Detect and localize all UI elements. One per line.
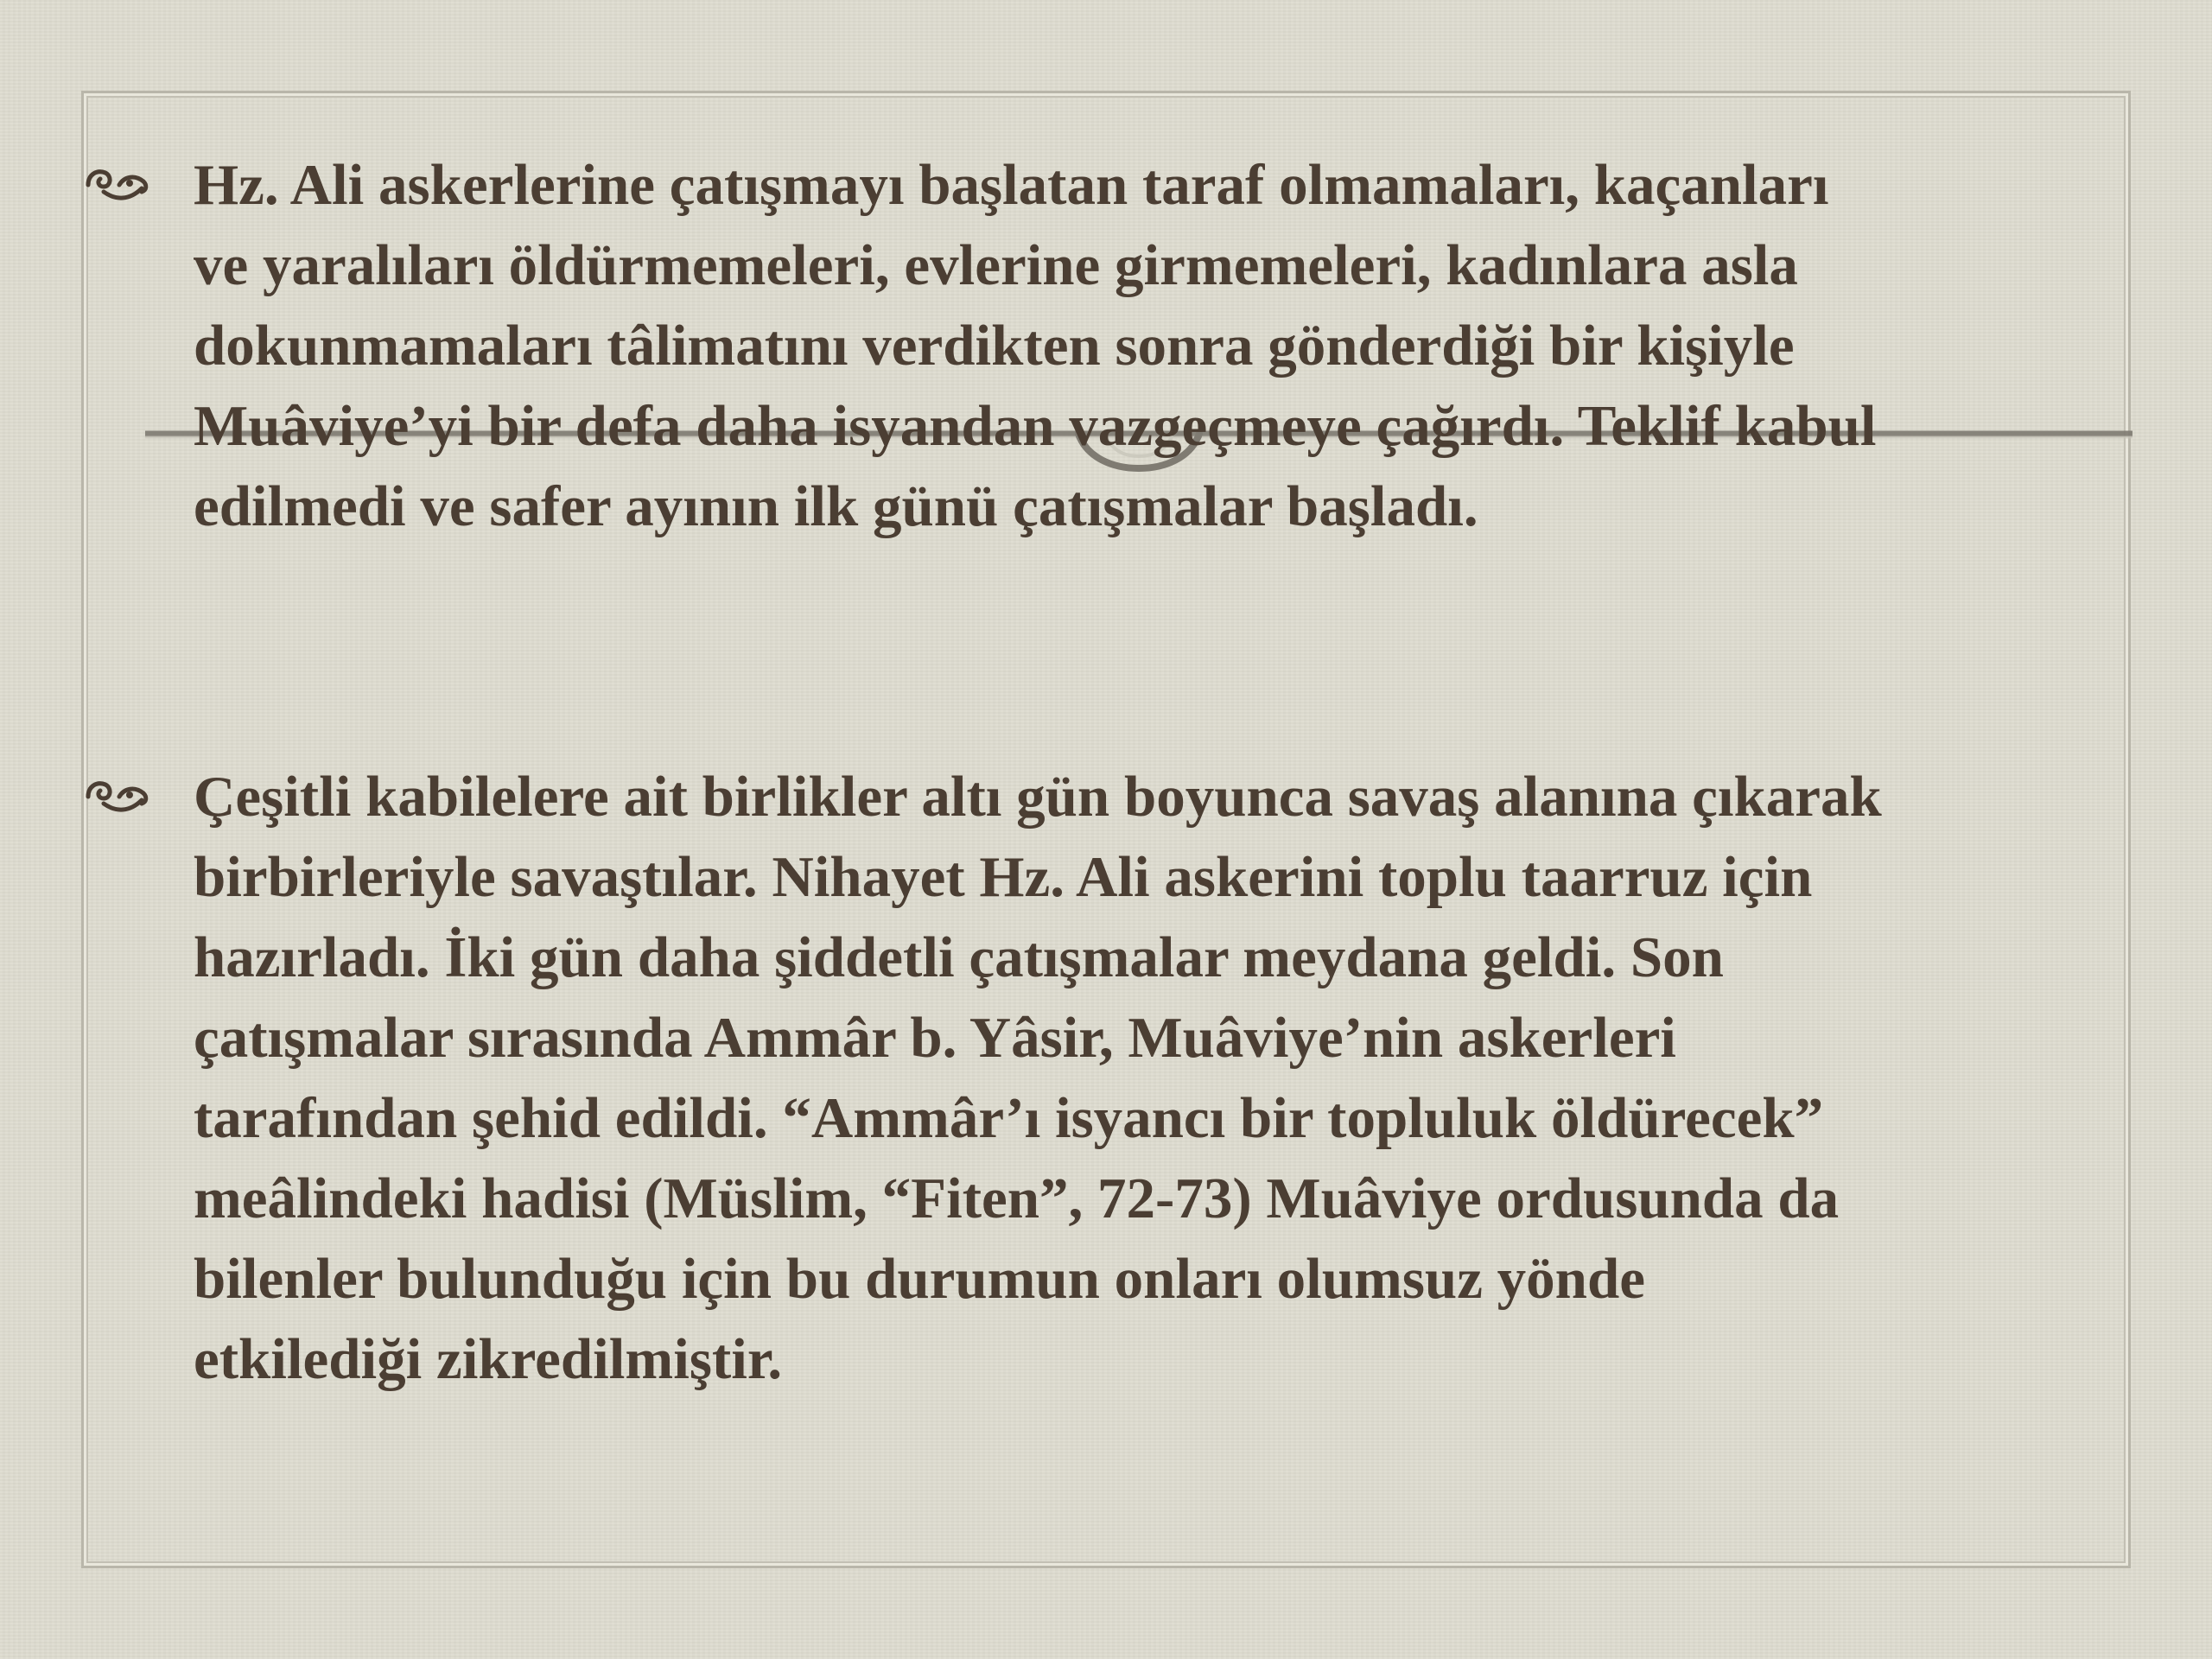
fleuron-bullet-icon <box>85 778 150 816</box>
fleuron-bullet-icon <box>85 166 150 204</box>
bullet-text: Hz. Ali askerlerine çatışmayı başlatan taraf olmamaları, kaçanları ve yaralıları öldürmemeleri, evlerine girmemeleri, kadınlara asla dokunmamaları tâlimatını verdikten sonra gönderdiği bir kişiyle Muâviye’yi bir defa daha isyandan vazgeçmeye çağırdı. Teklif kabul edilmedi ve safer ayının ilk günü çatışmalar başladı. <box>194 153 1877 538</box>
bullet-text: Çeşitli kabilelere ait birlikler altı gün boyunca savaş alanına çıkarak birbirleriyle savaştılar. Nihayet Hz. Ali askerini toplu taarruz için hazırladı. İki gün daha şiddetli çatışmalar meydana geldi. Son çatışmalar sırasında Ammâr b. Yâsir, Muâviye’nin askerleri tarafından şehid edildi. “Ammâr’ı isyancı bir topluluk öldürecek” meâlindeki hadisi (Müslim, “Fiten”, 72-73) Muâviye ordusunda da bilenler bulunduğu için bu durumun onları olumsuz yönde etkilediği zikredilmiştir. <box>194 765 1882 1391</box>
